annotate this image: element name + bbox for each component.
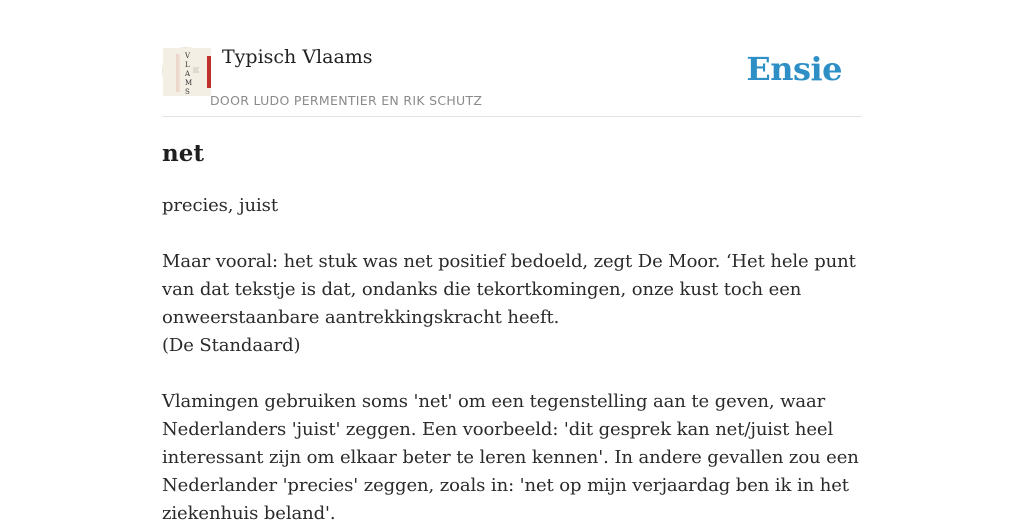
entry-quote xyxy=(162,248,862,360)
cover-letter: M xyxy=(185,79,193,87)
book-authors: DOOR LUDO PERMENTIER EN RIK SCHUTZ xyxy=(210,93,483,108)
entry-definition: precies, juist xyxy=(162,195,278,216)
entry-term: net xyxy=(162,140,204,167)
site-header xyxy=(162,44,862,117)
ensie-logo[interactable]: Ensie xyxy=(746,50,842,88)
book-title[interactable]: Typisch Vlaams xyxy=(222,46,373,68)
book-cover-avatar[interactable] xyxy=(162,47,210,95)
cover-letter: S xyxy=(185,88,190,96)
entry-content xyxy=(162,136,862,528)
book-cover-image xyxy=(163,48,211,96)
entry-note: Vlamingen gebruiken soms 'net' om een tegenstelling aan te geven, waar Nederlanders 'juist' zeggen. Een voorbeeld: 'dit gesprek kan net/juist heel interessant zijn om elkaar beter te leren kennen'. In andere gevallen zou een Nederlander 'precies' zeggen, zoals in: 'net op mijn verjaardag ben ik in het ziekenhuis beland'. xyxy=(162,391,859,524)
cover-letter: V xyxy=(185,52,191,60)
cover-letter: L xyxy=(185,61,190,69)
quote-source: (De Standaard) xyxy=(162,335,301,356)
cover-letter: A xyxy=(185,70,191,78)
quote-text: Maar vooral: het stuk was net positief bedoeld, zegt De Moor. ‘Het hele punt van dat tekstje is dat, ondanks die tekortkomingen, onze kust toch een onweerstaanbare aantrekkingskracht heeft. xyxy=(162,251,856,328)
